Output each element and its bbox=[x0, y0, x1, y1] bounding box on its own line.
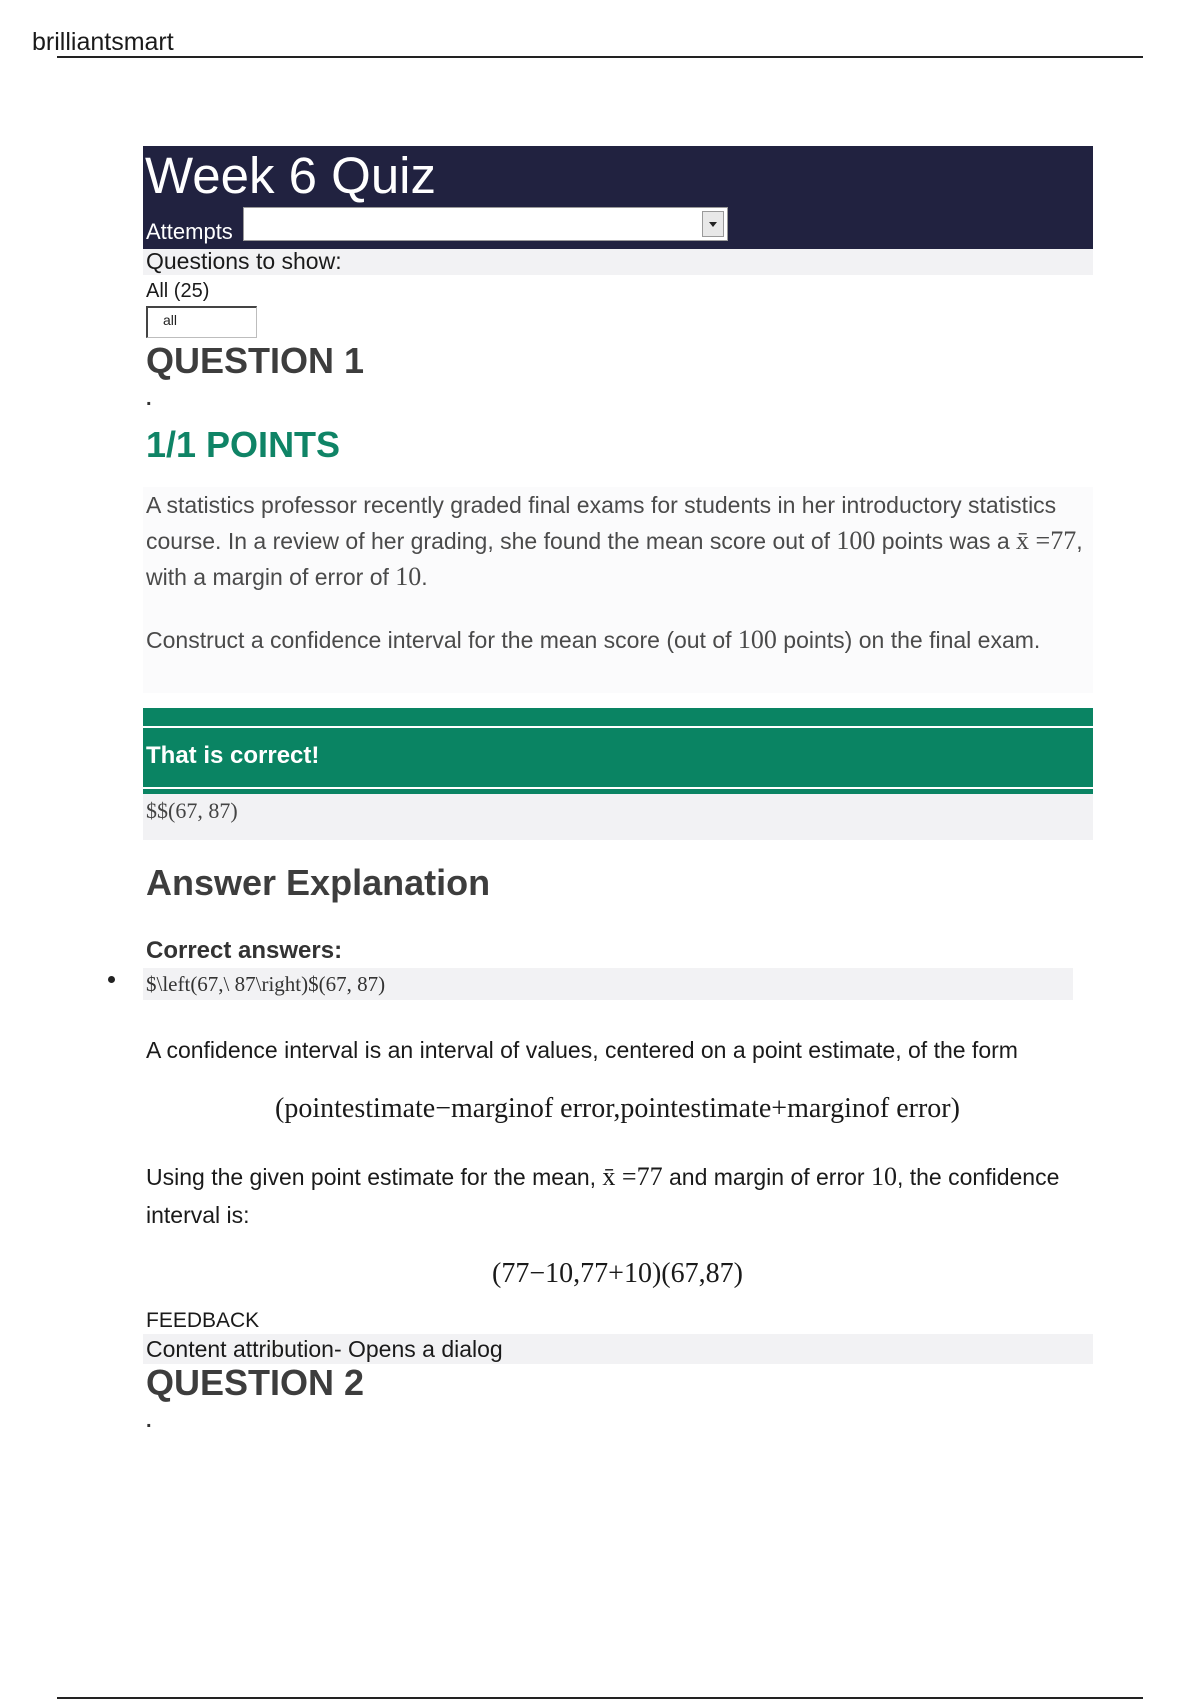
submitted-answer-bar bbox=[143, 794, 1093, 840]
result-banner-line-bottom bbox=[143, 787, 1093, 789]
question-2-heading: QUESTION 2 bbox=[146, 1362, 365, 1403]
question-1-marker: . bbox=[146, 388, 152, 410]
explanation-formula-1: (pointestimate−marginof error,pointestimate+marginof error) bbox=[275, 1093, 960, 1124]
quiz-title: Week 6 Quiz bbox=[145, 147, 437, 204]
explanation-text-2: Using the given point estimate for the mean, x̄ =77 and margin of error 10, the confidence interval is: bbox=[146, 1162, 1060, 1228]
feedback-label: FEEDBACK bbox=[146, 1309, 260, 1332]
questions-to-show-label: Questions to show: bbox=[146, 248, 342, 274]
question-2-marker: . bbox=[146, 1410, 152, 1432]
bullet-icon bbox=[108, 976, 115, 983]
content-attribution-link[interactable]: Content attribution- Opens a dialog bbox=[146, 1336, 503, 1362]
attempts-select[interactable] bbox=[243, 207, 728, 241]
submitted-answer: $$(67, 87) bbox=[146, 798, 238, 823]
attempts-label: Attempts bbox=[146, 219, 233, 244]
question-1-prompt-paragraph-2: Construct a confidence interval for the mean score (out of 100 points) on the final exam. bbox=[146, 625, 1041, 654]
explanation-text-1: A confidence interval is an interval of values, centered on a point estimate, of the form bbox=[146, 1037, 1018, 1063]
answer-explanation-heading: Answer Explanation bbox=[146, 862, 491, 903]
question-1-heading: QUESTION 1 bbox=[146, 340, 365, 381]
bottom-rule bbox=[57, 1697, 1143, 1699]
question-count: All (25) bbox=[146, 280, 210, 302]
question-1-prompt-paragraph-1: A statistics professor recently graded final exams for students in her introductory statistics course. In a review of her grading, she found the mean score out of 100 points was a x̄ =77, with a margin of error of 10. bbox=[146, 492, 1083, 591]
watermark: brilliantsmart bbox=[32, 28, 174, 56]
result-banner-line-top bbox=[143, 726, 1093, 728]
question-1-points: 1/1 POINTS bbox=[146, 424, 341, 465]
explanation-formula-2: (77−10,77+10)(67,87) bbox=[492, 1258, 743, 1289]
correct-answers-label: Correct answers: bbox=[146, 937, 343, 964]
correct-answer-item: $\left(67,\ 87\right)$(67, 87) bbox=[146, 972, 386, 996]
result-message: That is correct! bbox=[146, 742, 320, 769]
chevron-down-icon[interactable] bbox=[702, 211, 724, 237]
question-filter-input[interactable]: all bbox=[146, 306, 257, 338]
top-rule bbox=[57, 56, 1143, 58]
